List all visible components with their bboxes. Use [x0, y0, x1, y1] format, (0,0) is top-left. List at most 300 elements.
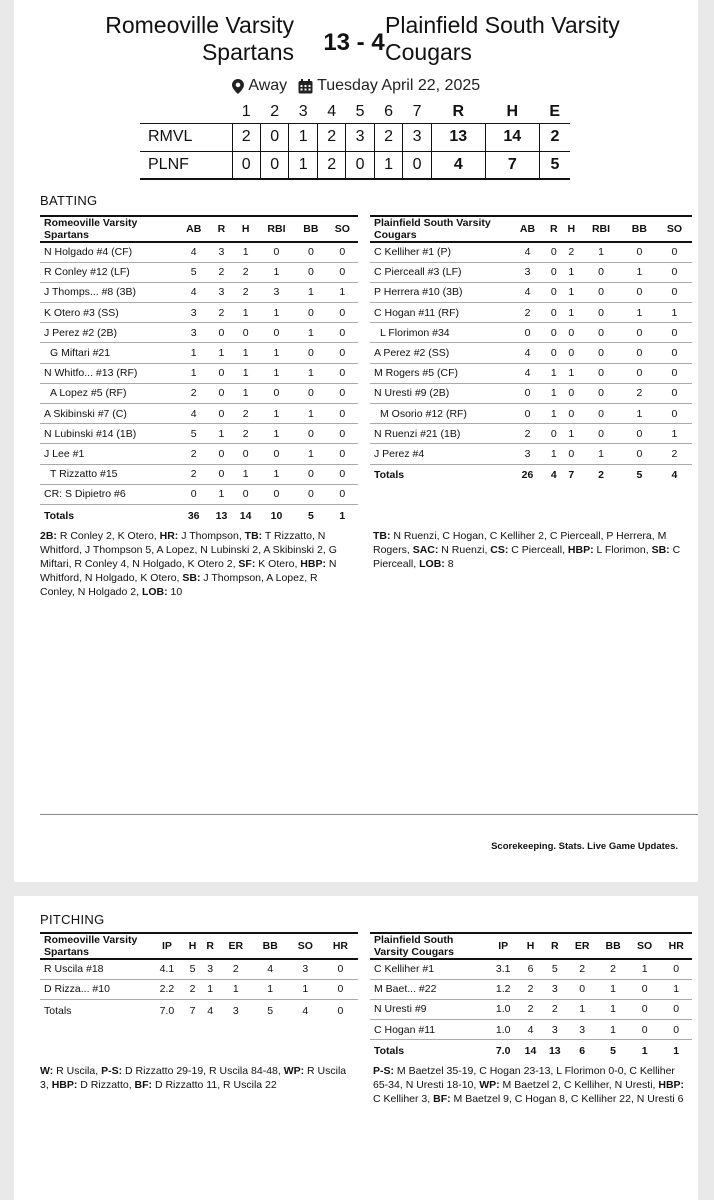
stat-cell: 0 [258, 444, 295, 464]
stat-cell: 0 [234, 444, 258, 464]
stat-cell: 0 [327, 343, 358, 363]
total-cell: 7 [189, 1004, 196, 1017]
stat-cell: 3.1 [488, 959, 518, 979]
stat-cell: 0 [327, 363, 358, 383]
stat-cell: 1 [545, 383, 563, 403]
total-cell: 13 [548, 1045, 561, 1057]
stat-cell: 1 [597, 1020, 629, 1040]
stat-cell: 0 [657, 323, 692, 343]
stat-cell: 1 [327, 282, 358, 302]
stat-cell: 2 [234, 262, 258, 282]
stat-cell: 1 [657, 424, 692, 444]
linescore-row [140, 123, 570, 151]
stat-cell: 0 [580, 323, 622, 343]
team-column-header: Plainfield South Varsity Cougars [370, 216, 510, 242]
stat-cell: 5 [178, 262, 209, 282]
stat-cell: 1 [209, 343, 233, 363]
stat-cell: 1.0 [488, 999, 518, 1019]
totals-row [40, 999, 358, 1021]
stat-cell: 1 [295, 323, 326, 343]
inning-runs: 0 [232, 151, 260, 179]
note-label: WP: [283, 1065, 305, 1077]
inning-header: 7 [412, 102, 422, 120]
note-label: HBP: [658, 1079, 685, 1091]
player-name: J Thomps... #8 (3B) [40, 282, 178, 302]
inning-runs: 1 [374, 151, 402, 179]
stat-header-row [370, 216, 692, 242]
player-name: C Hogan #11 (RF) [370, 303, 510, 323]
linescore-table [140, 101, 570, 180]
total-cell: 14 [239, 509, 252, 522]
note-label: LOB: [419, 558, 445, 570]
stat-cell: 0 [295, 303, 326, 323]
stat-cell: 0 [563, 444, 581, 464]
divider [40, 814, 698, 815]
stat-cell: 0 [622, 282, 657, 302]
stat-column-header: H [518, 933, 542, 959]
totals-label: Totals [374, 469, 405, 482]
player-name: K Otero #3 (SS) [40, 303, 178, 323]
stat-column-header: RBI [580, 216, 622, 242]
stat-cell: 0 [327, 383, 358, 403]
player-name: A Perez #2 (SS) [370, 343, 510, 363]
game-header [14, 12, 698, 72]
player-name: R Uscila #18 [40, 959, 150, 979]
stat-cell: 0 [327, 404, 358, 424]
inning-header: 3 [298, 102, 308, 120]
stat-cell: 0 [209, 323, 233, 343]
note-label: P-S: [373, 1065, 394, 1077]
note-text: K Otero, [255, 558, 301, 570]
stat-cell: 6 [518, 959, 542, 979]
player-row [40, 363, 358, 383]
stat-column-header: R [209, 216, 233, 242]
stat-cell: 2.2 [150, 979, 184, 999]
stat-cell: 3 [201, 959, 219, 979]
away-team-line2: Spartans [201, 39, 294, 65]
stat-cell: 0 [295, 484, 326, 504]
stat-column-header: H [234, 216, 258, 242]
inning-runs: 1 [289, 151, 317, 179]
stat-cell: 1.0 [488, 1020, 518, 1040]
stat-column-header: BB [597, 933, 629, 959]
stat-column-header: ER [567, 933, 597, 959]
stat-column-header: H [563, 216, 581, 242]
stat-cell: 0 [545, 323, 563, 343]
player-name: N Whitfo... #13 (RF) [40, 363, 178, 383]
stat-cell: 0 [657, 242, 692, 262]
location-pin-icon [232, 79, 244, 94]
stat-cell: 3 [510, 444, 545, 464]
total-e: 5 [539, 151, 570, 179]
stat-cell: 1 [234, 343, 258, 363]
home-pitching-table [370, 932, 692, 1062]
note-label: HBP: [567, 544, 594, 556]
stat-cell: 0 [327, 262, 358, 282]
stat-cell: 4 [253, 959, 288, 979]
player-name: L Florimon #34 [370, 323, 510, 343]
stat-column-header: AB [510, 216, 545, 242]
stat-cell: 0 [327, 424, 358, 444]
player-row [40, 262, 358, 282]
stat-cell: 2 [234, 404, 258, 424]
stat-cell: 2 [518, 999, 542, 1019]
stat-cell: 2 [567, 959, 597, 979]
stat-cell: 2 [219, 959, 253, 979]
note-label: SF: [238, 558, 256, 570]
player-name: C Kelliher #1 (P) [370, 242, 510, 262]
team-column-header: Romeoville Varsity Spartans [40, 933, 150, 959]
note-text: C Pierceall, [373, 544, 681, 570]
stat-cell: 1 [545, 404, 563, 424]
stat-cell: 0 [629, 979, 661, 999]
total-cell: 2 [598, 469, 604, 482]
stat-header-row [370, 933, 692, 959]
player-name: CR: S Dipietro #6 [40, 484, 178, 504]
stat-cell: 1 [288, 979, 323, 999]
stat-cell: 2 [510, 424, 545, 444]
totals-label: Totals [44, 509, 75, 522]
player-row [370, 1020, 692, 1040]
stat-cell: 0 [563, 383, 581, 403]
stat-cell: 4 [510, 363, 545, 383]
note-text: J Thompson, [178, 530, 245, 542]
total-cell: 4 [207, 1004, 214, 1017]
stat-cell: 3 [178, 303, 209, 323]
note-text: N Ruenzi, C Hogan, C Kelliher 2, C Pierceall, P Herrera, M Rogers, [373, 530, 667, 556]
inning-runs: 2 [232, 123, 260, 151]
batting-title: BATTING [40, 193, 98, 208]
total-cell: 14 [524, 1045, 537, 1057]
stat-column-header: R [543, 933, 567, 959]
stat-cell: 2 [209, 303, 233, 323]
stat-column-header: R [201, 933, 219, 959]
stat-cell: 2 [234, 424, 258, 444]
player-row [40, 303, 358, 323]
total-cell: 4 [671, 469, 678, 482]
note-text: N Whitford, N Holgado, K Otero, [40, 558, 337, 584]
stat-cell: 4 [178, 282, 209, 302]
stat-cell: 1 [234, 242, 258, 262]
total-cell: 7 [568, 469, 575, 482]
stat-cell: 2 [657, 444, 692, 464]
note-label: W: [40, 1065, 54, 1077]
away-team-line1: Romeoville Varsity [105, 12, 294, 38]
stat-cell: 0 [657, 363, 692, 383]
stat-cell: 0 [234, 484, 258, 504]
stat-cell: 0 [580, 363, 622, 383]
totals-label: Totals [44, 1004, 72, 1017]
linescore-team: RMVL [148, 128, 193, 145]
inning-runs: 2 [317, 123, 345, 151]
stat-cell: 4 [510, 343, 545, 363]
stat-column-header: RBI [258, 216, 295, 242]
stat-cell: 1 [622, 303, 657, 323]
stat-cell: 2 [209, 262, 233, 282]
player-row [40, 444, 358, 464]
note-label: BF: [433, 1093, 451, 1105]
stat-cell: 0 [657, 383, 692, 403]
stat-cell: 3 [288, 959, 323, 979]
note-text: J Thompson, A Lopez, R Conley, N Holgado 2, [40, 572, 318, 598]
stat-cell: 0 [323, 959, 358, 979]
stat-header-row [40, 216, 358, 242]
stat-cell: 1 [219, 979, 253, 999]
inning-runs: 3 [403, 123, 431, 151]
stat-cell: 0 [327, 323, 358, 343]
away-team-name [105, 12, 294, 66]
stat-cell: 0 [545, 303, 563, 323]
stat-cell: 3 [567, 1020, 597, 1040]
total-cell: 5 [267, 1004, 274, 1017]
inning-runs: 1 [289, 123, 317, 151]
note-label: CS: [490, 544, 509, 556]
stat-cell: 0 [580, 424, 622, 444]
note-text: M Baetzel 9, C Hogan 8, C Kelliher 22, N Uresti 6 [450, 1093, 684, 1105]
box-score-page-2 [14, 896, 698, 1200]
stat-cell: 0 [327, 303, 358, 323]
player-name: N Uresti #9 (2B) [370, 383, 510, 403]
inning-header: 1 [241, 102, 251, 120]
stat-cell: 1 [209, 424, 233, 444]
totals-row [370, 464, 692, 486]
stat-cell: 0 [622, 444, 657, 464]
note-text: R Uscila, [53, 1065, 102, 1077]
stat-cell: 2 [184, 979, 202, 999]
note-text: R Uscila 3, [40, 1065, 347, 1091]
runs-header: R [452, 102, 465, 120]
stat-cell: 2 [543, 999, 567, 1019]
stat-column-header: R [545, 216, 563, 242]
stat-cell: 1 [545, 363, 563, 383]
stat-cell: 3 [510, 262, 545, 282]
stat-cell: 4 [518, 1020, 542, 1040]
inning-runs: 2 [317, 151, 345, 179]
note-label: HBP: [51, 1079, 78, 1091]
player-name: P Herrera #10 (3B) [370, 282, 510, 302]
stat-cell: 0 [209, 444, 233, 464]
stat-cell: 1 [597, 979, 629, 999]
stat-cell: 0 [580, 404, 622, 424]
stat-cell: 1 [545, 444, 563, 464]
pitching-title: PITCHING [40, 912, 105, 927]
stat-cell: 0 [209, 404, 233, 424]
stat-cell: 3 [209, 242, 233, 262]
stat-cell: 0 [580, 343, 622, 363]
linescore-header [140, 101, 570, 123]
stat-cell: 4.1 [150, 959, 184, 979]
stat-cell: 0 [295, 424, 326, 444]
stat-cell: 0 [209, 383, 233, 403]
note-label: WP: [479, 1079, 500, 1091]
stat-cell: 2 [234, 282, 258, 302]
stat-cell: 0 [327, 464, 358, 484]
player-name: M Rogers #5 (CF) [370, 363, 510, 383]
stat-cell: 0 [545, 282, 563, 302]
stat-cell: 0 [580, 262, 622, 282]
stat-cell: 5 [178, 424, 209, 444]
stat-cell: 0 [234, 323, 258, 343]
stat-cell: 1 [563, 424, 581, 444]
errors-header: E [549, 102, 560, 120]
stat-cell: 0 [622, 363, 657, 383]
stat-cell: 0 [510, 323, 545, 343]
total-cell: 26 [521, 469, 534, 482]
total-h: 14 [485, 123, 539, 151]
linescore-team: PLNF [148, 155, 189, 173]
player-name: N Lubinski #14 (1B) [40, 424, 178, 444]
total-r: 13 [431, 123, 485, 151]
player-name: N Holgado #4 (CF) [40, 242, 178, 262]
inning-header: 4 [327, 102, 337, 120]
note-label: TB: [373, 530, 391, 542]
stat-cell: 0 [580, 303, 622, 323]
player-row [40, 323, 358, 343]
player-name: C Pierceall #3 (LF) [370, 262, 510, 282]
total-cell: 0 [337, 1004, 344, 1017]
note-text: M Baetzel 2, C Kelliher, N Uresti, [499, 1079, 659, 1091]
stat-cell: 2 [178, 444, 209, 464]
note-text: D Rizzatto 29-19, R Uscila 84-48, [122, 1065, 284, 1077]
total-r: 4 [431, 151, 485, 179]
player-row [40, 484, 358, 504]
stat-cell: 0 [567, 979, 597, 999]
stat-cell: 0 [323, 979, 358, 999]
stat-cell: 1 [657, 303, 692, 323]
stat-cell: 0 [510, 404, 545, 424]
stat-column-header: SO [327, 216, 358, 242]
stat-cell: 0 [660, 1020, 692, 1040]
stat-cell: 3 [209, 282, 233, 302]
stat-cell: 1 [597, 999, 629, 1019]
stat-cell: 1 [622, 262, 657, 282]
stat-cell: 0 [295, 464, 326, 484]
home-batting-table [370, 215, 692, 486]
total-h: 7 [485, 151, 539, 179]
stat-cell: 1 [258, 424, 295, 444]
player-row [370, 343, 692, 363]
stat-cell: 0 [295, 242, 326, 262]
total-cell: 10 [270, 509, 283, 522]
stat-cell: 4 [178, 404, 209, 424]
stat-cell: 2 [178, 383, 209, 403]
stat-cell: 0 [580, 383, 622, 403]
stat-cell: 0 [563, 404, 581, 424]
stat-cell: 0 [327, 484, 358, 504]
note-text: D Rizzatto 11, R Uscila 22 [152, 1079, 277, 1091]
stat-cell: 1 [622, 404, 657, 424]
stat-cell: 1 [295, 444, 326, 464]
player-row [370, 999, 692, 1019]
stat-cell: 3 [543, 979, 567, 999]
inning-runs: 0 [346, 151, 374, 179]
stat-cell: 0 [258, 383, 295, 403]
player-row [370, 303, 692, 323]
stat-column-header: BB [253, 933, 288, 959]
stat-cell: 1 [234, 464, 258, 484]
stat-cell: 0 [629, 999, 661, 1019]
totals-row [40, 504, 358, 526]
player-row [40, 959, 358, 979]
stat-cell: 0 [258, 484, 295, 504]
player-name: G Miftari #21 [40, 343, 178, 363]
stat-column-header: BB [622, 216, 657, 242]
stat-cell: 1 [258, 363, 295, 383]
player-name: M Osorio #12 (RF) [370, 404, 510, 424]
stat-cell: 2 [518, 979, 542, 999]
stat-cell: 1 [295, 363, 326, 383]
total-cell: 5 [636, 469, 643, 482]
player-row [370, 383, 692, 403]
total-cell: 4 [302, 1004, 309, 1017]
player-name: C Hogan #11 [370, 1020, 488, 1040]
player-row [370, 282, 692, 302]
stat-cell: 0 [657, 343, 692, 363]
stat-cell: 0 [622, 343, 657, 363]
stat-cell: 1 [234, 363, 258, 383]
note-label: SB: [651, 544, 670, 556]
stat-cell: 2 [178, 464, 209, 484]
stat-cell: 0 [622, 242, 657, 262]
stat-column-header: IP [488, 933, 518, 959]
player-name: A Lopez #5 (RF) [40, 383, 178, 403]
stat-column-header: HR [660, 933, 692, 959]
stat-cell: 3 [543, 1020, 567, 1040]
home-team-line1: Plainfield South Varsity [385, 12, 620, 38]
stat-cell: 1 [660, 979, 692, 999]
team-column-header: Plainfield South Varsity Cougars [370, 933, 488, 959]
note-text: L Florimon, [593, 544, 652, 556]
player-name: C Kelliher #1 [370, 959, 488, 979]
stat-cell: 2 [597, 959, 629, 979]
stat-cell: 1 [253, 979, 288, 999]
stat-column-header: IP [150, 933, 184, 959]
team-column-header: Romeoville Varsity Spartans [40, 216, 178, 242]
note-label: SAC: [412, 544, 439, 556]
player-row [370, 979, 692, 999]
stat-column-header: SO [657, 216, 692, 242]
inning-header: 2 [270, 102, 280, 120]
stat-cell: 1 [580, 242, 622, 262]
stat-cell: 0 [327, 444, 358, 464]
home-pitching-notes [373, 1064, 691, 1106]
stat-cell: 0 [563, 343, 581, 363]
stat-cell: 2 [563, 242, 581, 262]
inning-runs: 3 [346, 123, 374, 151]
home-team-line2: Cougars [385, 39, 472, 65]
player-name: J Perez #2 (2B) [40, 323, 178, 343]
total-cell: 1 [673, 1045, 680, 1057]
stat-cell: 2 [622, 383, 657, 403]
hits-header: H [506, 102, 519, 120]
player-row [40, 464, 358, 484]
note-label: SB: [182, 572, 201, 584]
stat-cell: 1 [258, 404, 295, 424]
player-name: N Uresti #9 [370, 999, 488, 1019]
stat-cell: 1 [201, 979, 219, 999]
total-cell: 7.0 [495, 1045, 511, 1057]
total-cell: 4 [550, 469, 557, 482]
stat-column-header: ER [219, 933, 253, 959]
note-label: HBP: [300, 558, 326, 570]
totals-label: Totals [374, 1045, 405, 1057]
note-text: C Pierceall, [508, 544, 568, 556]
note-label: BF: [134, 1079, 153, 1091]
player-row [370, 262, 692, 282]
away-pitching-notes [40, 1064, 354, 1092]
note-label: HR: [159, 530, 179, 542]
stat-cell: 3 [178, 323, 209, 343]
